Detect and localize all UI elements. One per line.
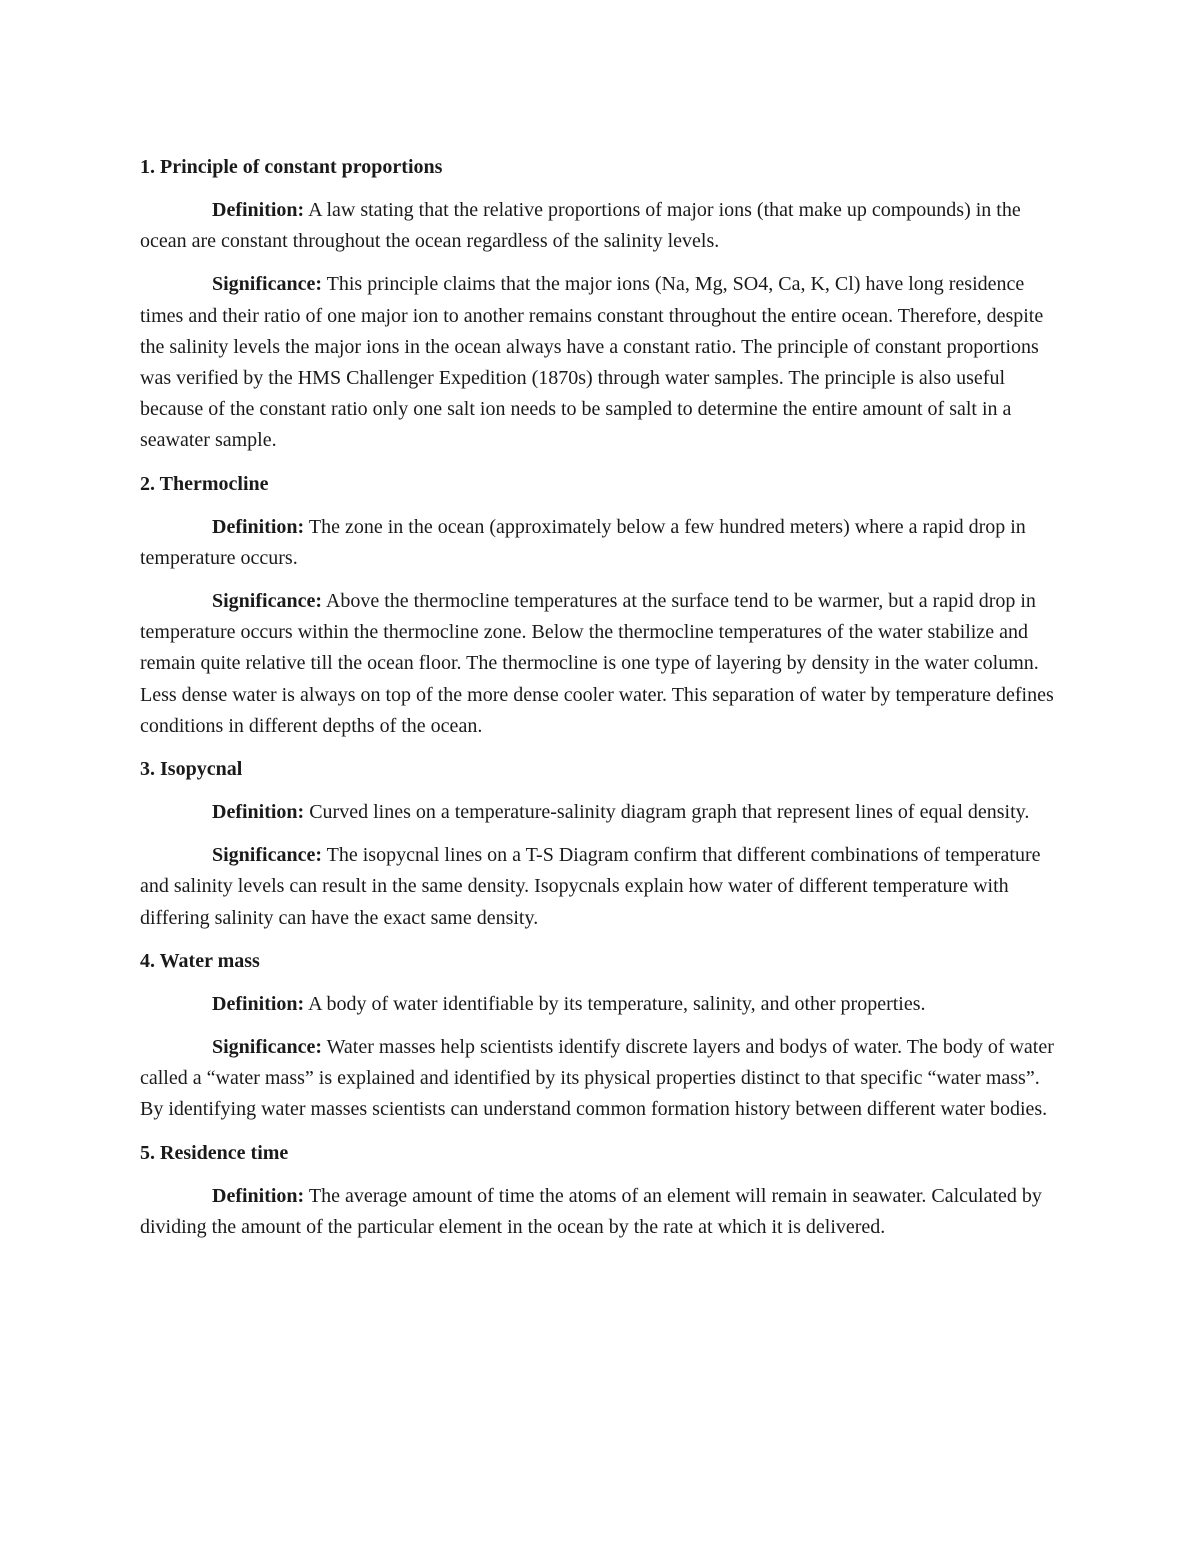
significance-label: Significance: [212, 590, 322, 613]
significance-text: This principle claims that the major ions (Na, Mg, SO4, Ca, K, Cl) have long residence times and their ratio of one major ion to another remains constant throughout the entire ocean. Therefore, despite the salinity levels the major ions in the ocean always have a constant ratio. The principle of constant proportions was verified by the HMS Challenger Expedition (1870s) through water samples. The principle is also useful because of the constant ratio only one salt ion needs to be sampled to determine the entire amount of salt in a seawater sample. [140, 273, 1044, 452]
definition-label: Definition: [212, 992, 305, 1015]
section-heading: 2. Thermocline [140, 472, 269, 495]
significance-text: Water masses help scientists identify discrete layers and bodys of water. The body of water called a “water mass” is explained and identified by its physical properties distinct to that specific “water mass”. By identifying water masses scientists can understand common formation history between different water bodies. [140, 1036, 1054, 1121]
definition-label: Definition: [212, 515, 305, 538]
definition-text: The average amount of time the atoms of an element will remain in seawater. Calculated by dividing the amount of the particular element in the ocean by the rate at which it is delivered. [140, 1184, 1042, 1238]
significance-paragraph [140, 1032, 1060, 1126]
definition-paragraph [140, 1181, 1060, 1243]
definition-text: The zone in the ocean (approximately below a few hundred meters) where a rapid drop in temperature occurs. [140, 515, 1026, 569]
definition-text: Curved lines on a temperature-salinity diagram graph that represent lines of equal density. [304, 801, 1030, 824]
section-heading: 1. Principle of constant proportions [140, 156, 443, 178]
section-heading: 3. Isopycnal [140, 758, 243, 781]
section-isopycnal [140, 754, 1060, 934]
section-principle-of-constant-proportions [140, 152, 1060, 457]
section-heading: 5. Residence time [140, 1141, 289, 1164]
definition-paragraph [140, 797, 1060, 828]
definition-text: A body of water identifiable by its temperature, salinity, and other properties. [304, 992, 926, 1015]
definition-label: Definition: [212, 801, 305, 824]
significance-paragraph [140, 269, 1060, 456]
definition-paragraph [140, 512, 1060, 574]
definition-paragraph [140, 989, 1060, 1020]
section-water-mass [140, 946, 1060, 1126]
section-thermocline [140, 469, 1060, 742]
significance-text: The isopycnal lines on a T-S Diagram confirm that different combinations of temperature and salinity levels can result in the same density. Isopycnals explain how water of different temperature with differing salinity can have the exact same density. [140, 844, 1041, 929]
significance-label: Significance: [212, 1036, 322, 1059]
section-heading: 4. Water mass [140, 949, 260, 972]
significance-label: Significance: [212, 844, 322, 867]
significance-paragraph [140, 840, 1060, 934]
section-residence-time [140, 1138, 1060, 1243]
definition-text: A law stating that the relative proportions of major ions (that make up compounds) in the ocean are constant throughout the ocean regardless of the salinity levels. [140, 199, 1021, 253]
definition-label: Definition: [212, 1184, 305, 1207]
definition-label: Definition: [212, 199, 305, 221]
significance-text: Above the thermocline temperatures at the surface tend to be warmer, but a rapid drop in temperature occurs within the thermocline zone. Below the thermocline temperatures of the water stabilize and remain quite relative till the ocean floor. The thermocline is one type of layering by density in the water column. Less dense water is always on top of the more dense cooler water. This separation of water by temperature defines conditions in different depths of the ocean. [140, 590, 1054, 737]
definition-paragraph [140, 195, 1060, 257]
significance-paragraph [140, 586, 1060, 742]
document-page [140, 152, 1060, 1255]
significance-label: Significance: [212, 273, 322, 296]
